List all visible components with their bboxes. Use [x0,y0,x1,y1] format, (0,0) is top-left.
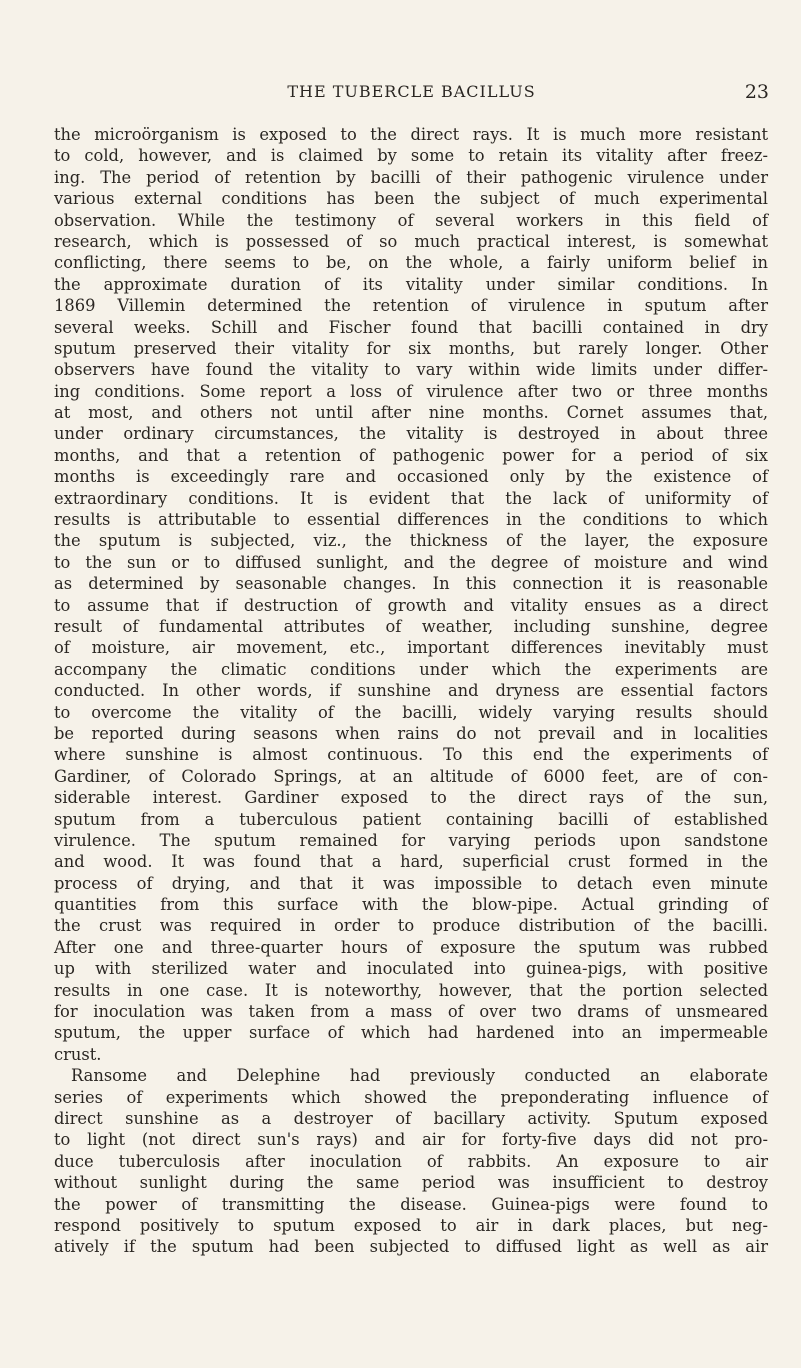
text-line: several weeks. Schill and Fischer found that bacilli contained in dry [54,317,768,337]
text-line: the approximate duration of its vitality under similar conditions. In [54,274,768,294]
text-line: duce tuberculosis after inoculation of rabbits. An exposure to air [54,1151,768,1171]
text-line: conflicting, there seems to be, on the whole, a fairly uniform belief in [54,253,768,273]
text-line: After one and three-quarter hours of exposure the sputum was rubbed [54,937,768,957]
text-line: to the sun or to diffused sunlight, and the degree of moisture and wind [54,552,768,572]
text-line: results is attributable to essential differences in the conditions to which [54,510,768,530]
text-line: observation. While the testimony of several workers in this field of [54,210,768,230]
text-line: up with sterilized water and inoculated into guinea-pigs, with positive [54,959,768,979]
text-line: at most, and others not until after nine months. Cornet assumes that, [54,403,768,423]
text-line: to cold, however, and is claimed by some to retain its vitality after freez- [54,146,768,166]
text-line: respond positively to sputum exposed to air in dark places, but neg- [54,1215,768,1235]
page-header [54,82,769,106]
text-line: and wood. It was found that a hard, superficial crust formed in the [54,852,768,872]
text-line: the crust was required in order to produce distribution of the bacilli. [54,916,768,936]
text-line: sputum from a tuberculous patient containing bacilli of established [54,809,768,829]
text-line: research, which is possessed of so much practical interest, is somewhat [54,231,768,251]
text-line: of moisture, air movement, etc., important differences inevitably must [54,638,768,658]
text-line: result of fundamental attributes of weather, including sunshine, degree [54,616,768,636]
text-line: ing. The period of retention by bacilli of their pathogenic virulence under [54,167,768,187]
text-line: the power of transmitting the disease. Guinea-pigs were found to [54,1194,768,1214]
text-line: as determined by seasonable changes. In this connection it is reasonable [54,574,768,594]
text-line: various external conditions has been the subject of much experimental [54,189,768,209]
page-number: 23 [744,81,769,103]
text-line: to light (not direct sun's rays) and air for forty-five days did not pro- [54,1130,768,1150]
text-line: extraordinary conditions. It is evident that the lack of uniformity of [54,488,768,508]
text-line: series of experiments which showed the preponderating influence of [54,1087,768,1107]
body-text [54,124,768,1258]
text-line: results in one case. It is noteworthy, however, that the portion selected [54,980,768,1000]
text-line: accompany the climatic conditions under which the experiments are [54,659,768,679]
text-line: months is exceedingly rare and occasioned only by the existence of [54,467,768,487]
text-line: the sputum is subjected, viz., the thickness of the layer, the exposure [54,531,768,551]
text-line: crust. [54,1044,102,1064]
text-line: months, and that a retention of pathogenic power for a period of six [54,445,768,465]
text-line: Gardiner, of Colorado Springs, at an altitude of 6000 feet, are of con- [54,766,768,786]
text-line: conducted. In other words, if sunshine and dryness are essential factors [54,681,768,701]
text-line: siderable interest. Gardiner exposed to the direct rays of the sun, [54,788,768,808]
text-line: process of drying, and that it was impossible to detach even minute [54,873,768,893]
text-line: direct sunshine as a destroyer of bacillary activity. Sputum exposed [54,1108,768,1128]
text-line: where sunshine is almost continuous. To this end the experiments of [54,745,768,765]
text-line: quantities from this surface with the blow-pipe. Actual grinding of [54,895,768,915]
text-line: observers have found the vitality to vary within wide limits under differ- [54,360,768,380]
running-title: THE TUBERCLE BACILLUS [287,82,536,101]
text-line: to overcome the vitality of the bacilli, widely varying results should [54,702,768,722]
text-line: sputum preserved their vitality for six months, but rarely longer. Other [54,338,768,358]
text-line: be reported during seasons when rains do not prevail and in localities [54,723,768,743]
text-line: atively if the sputum had been subjected to diffused light as well as air [54,1237,768,1257]
text-line: sputum, the upper surface of which had hardened into an impermeable [54,1023,768,1043]
text-line: the microörganism is exposed to the direct rays. It is much more resistant [54,125,768,144]
text-line: under ordinary circumstances, the vitality is destroyed in about three [54,424,768,444]
text-line: ing conditions. Some report a loss of virulence after two or three months [54,381,768,401]
text-line: Ransome and Delephine had previously conducted an elaborate [71,1066,768,1086]
text-line: 1869 Villemin determined the retention of virulence in sputum after [54,296,768,316]
text-line: to assume that if destruction of growth and vitality ensues as a direct [54,595,768,615]
text-line: for inoculation was taken from a mass of over two drams of unsmeared [54,1002,768,1022]
text-line: virulence. The sputum remained for varying periods upon sandstone [54,830,768,850]
text-line: without sunlight during the same period was insufficient to destroy [54,1173,768,1193]
